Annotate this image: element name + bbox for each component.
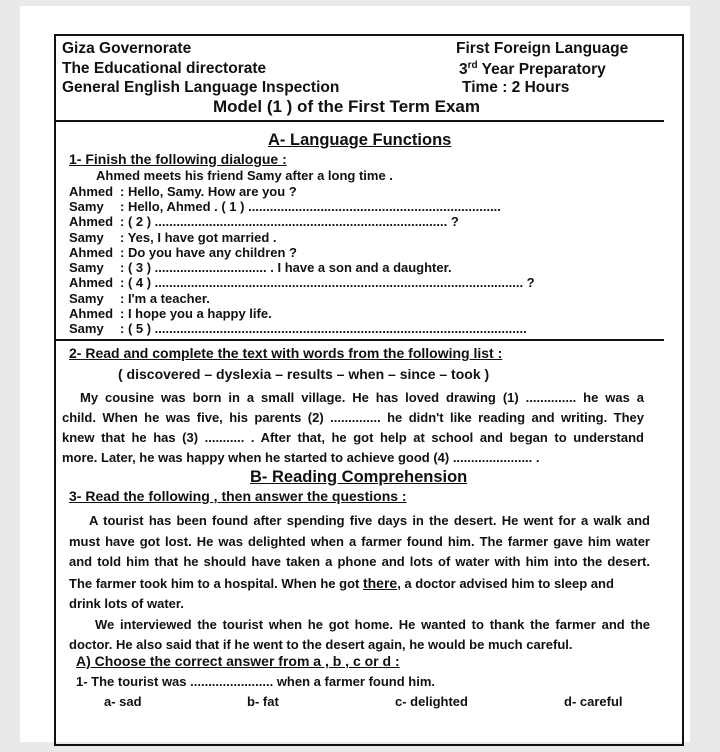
header-time: Time : 2 Hours (462, 79, 570, 96)
underlined-word: there (362, 574, 398, 591)
dialogue-divider (56, 339, 664, 341)
dialogue-line: : ( 5 ) ....................................................................................................... (120, 321, 527, 336)
question-2-title: 2- Read and complete the text with words from the following list : (69, 345, 503, 361)
option-a: a- sad (104, 694, 142, 709)
dialogue-line: : Hello, Ahmed . ( 1 ) ...................................................................... (120, 199, 501, 214)
dialogue-line: : Do you have any children ? (120, 245, 297, 260)
section-b-title: B- Reading Comprehension (250, 468, 468, 486)
word-list: ( discovered – dyslexia – results – when – since – took ) (118, 366, 490, 382)
section-a-title: A- Language Functions (268, 131, 452, 149)
completion-line: child. When he was five, his parents (2) .............. he didn't like reading and writing. They (62, 410, 644, 425)
dialogue-speaker: Ahmed (69, 275, 114, 290)
passage-line: A tourist has been found after spending five days in the desert. He went for a walk and (89, 513, 650, 528)
question-1-title: 1- Finish the following dialogue : (69, 151, 287, 167)
dialogue-speaker: Ahmed (69, 245, 114, 260)
dialogue-line: : Yes, I have got married . (120, 230, 277, 245)
dialogue-intro: Ahmed meets his friend Samy after a long time . (96, 168, 393, 183)
dialogue-speaker: Ahmed (69, 306, 114, 321)
completion-line: knew that he has (3) ........... . After that, he got help at school and began to understand (62, 430, 644, 445)
header-subject: First Foreign Language (456, 40, 629, 57)
question-3-title: 3- Read the following , then answer the questions : (69, 488, 407, 504)
passage-line: The farmer took him to a hospital. When he got there, a doctor advised him to sleep and (69, 574, 614, 591)
model-title: Model (1 ) of the First Term Exam (213, 97, 481, 116)
passage-line: doctor. He also said that if he went to the desert again, he would be much careful. (69, 637, 573, 652)
completion-line: My cousine was born in a small village. He has loved drawing (1) .............. he was a (80, 390, 644, 405)
passage-line: must have got lost. He was delighted when a farmer found him. The farmer gave him water (69, 533, 650, 549)
reading-passage (69, 511, 650, 656)
dialogue-speaker: Samy (69, 199, 104, 214)
dialogue-line: : I hope you a happy life. (120, 306, 272, 321)
dialogue-line: : ( 2 ) ................................................................................. ? (120, 214, 459, 229)
option-d: d- careful (564, 694, 623, 709)
dialogue-line: : Hello, Samy. How are you ? (120, 184, 297, 199)
option-b: b- fat (247, 694, 279, 709)
header-divider (56, 120, 664, 122)
dialogue-speaker: Samy (69, 321, 104, 336)
dialogue-line: : ( 4 ) ...................................................................................................... ? (120, 275, 535, 290)
option-c: c- delighted (395, 694, 468, 709)
choose-title: A) Choose the correct answer from a , b , c or d : (76, 653, 400, 669)
header-inspection: General English Language Inspection (62, 79, 340, 96)
completion-line: more. Later, he was happy when he started to achieve good (4) ...................... . (62, 450, 540, 465)
dialogue-line: : ( 3 ) ............................... . I have a son and a daughter. (120, 260, 452, 275)
dialogue-line: : I'm a teacher. (120, 291, 210, 306)
header-grade: 3rd Year Preparatory (459, 60, 606, 79)
dialogue-speaker: Samy (69, 260, 104, 275)
passage-line: We interviewed the tourist when he got home. He wanted to thank the farmer and the (95, 616, 650, 632)
dialogue-speaker: Ahmed (69, 214, 114, 229)
header-governorate: Giza Governorate (62, 40, 192, 57)
dialogue-speaker: Samy (69, 291, 104, 306)
completion-text (62, 388, 644, 467)
question-item: 1- The tourist was ....................... when a farmer found him. (76, 674, 435, 689)
dialogue-speaker: Samy (69, 230, 104, 245)
dialogue-speaker: Ahmed (69, 184, 114, 199)
passage-line: and told him that he should have taken a phone and lots of water with him into the desert. (69, 554, 650, 569)
header-directorate: The Educational directorate (62, 60, 267, 77)
passage-line: drink lots of water. (69, 596, 184, 611)
